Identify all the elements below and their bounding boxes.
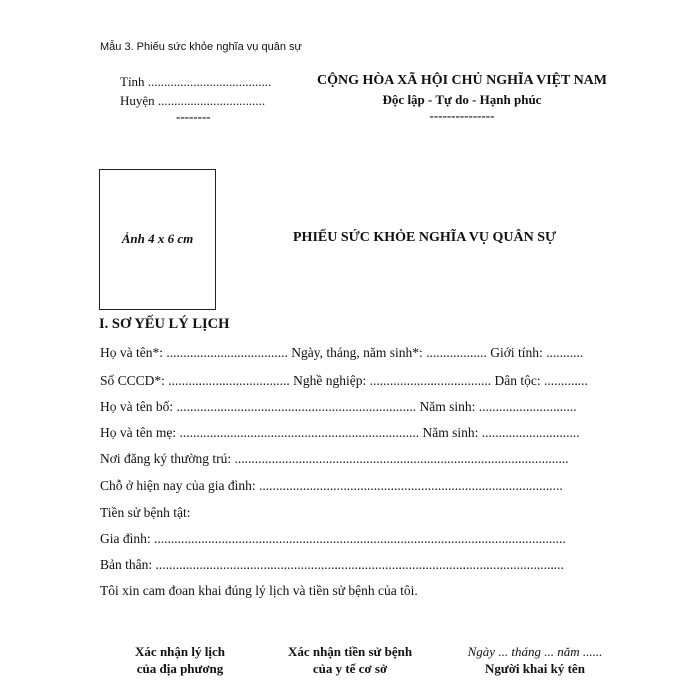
declaration-statement: Tôi xin cam đoan khai đúng lý lịch và tiền sử bệnh của tôi. <box>100 583 418 598</box>
line-family-history: Gia đình: .......................................................................................................................... <box>100 531 566 546</box>
line-father: Họ và tên bố: ....................................................................... Năm sinh: ............................. <box>100 399 577 414</box>
document-title: PHIẾU SỨC KHỎE NGHĨA VỤ QUÂN SỰ <box>293 230 557 245</box>
photo-label: Ảnh 4 x 6 cm <box>121 231 194 246</box>
form-code: Mẫu 3. Phiếu sức khỏe nghĩa vụ quân sự <box>100 41 302 53</box>
line-permanent-address: Nơi đăng ký thường trú: ................................................................................................... <box>100 451 569 466</box>
local-confirmation-sub: của địa phương <box>136 661 224 676</box>
local-confirmation-label: Xác nhận lý lịch <box>135 644 225 659</box>
left-divider: -------- <box>176 109 211 124</box>
motto: Độc lập - Tự do - Hạnh phúc <box>382 92 542 107</box>
line-full-name: Họ và tên*: .................................... Ngày, tháng, năm sinh*: .................. Giới tính: ........... <box>100 345 584 360</box>
country-name: CỘNG HÒA XÃ HỘI CHỦ NGHĨA VIỆT NAM <box>316 73 607 88</box>
line-current-residence: Chỗ ở hiện nay của gia đình: .......................................................................................... <box>100 478 563 493</box>
line-mother: Họ và tên mẹ: ....................................................................... Năm sinh: ............................. <box>100 425 580 440</box>
province-line: Tỉnh ...................................... <box>120 74 272 89</box>
photo-placeholder <box>99 169 216 310</box>
declarant-signature-label: Người khai ký tên <box>485 661 585 676</box>
declarant-date: Ngày ... tháng ... năm ...... <box>467 644 603 659</box>
right-divider: --------------- <box>429 108 495 123</box>
district-line: Huyện ................................. <box>120 93 266 108</box>
line-medical-history: Tiền sử bệnh tật: <box>100 505 191 520</box>
line-id-number: Số CCCD*: .................................... Nghề nghiệp: .................................... Dân tộc: ............. <box>100 373 588 388</box>
medical-confirmation-label: Xác nhận tiền sử bệnh <box>287 644 413 659</box>
section-heading: I. SƠ YẾU LÝ LỊCH <box>99 316 230 332</box>
medical-confirmation-sub: của y tế cơ sở <box>312 661 388 676</box>
line-personal-history: Bản thân: ......................................................................................................................... <box>100 557 564 572</box>
